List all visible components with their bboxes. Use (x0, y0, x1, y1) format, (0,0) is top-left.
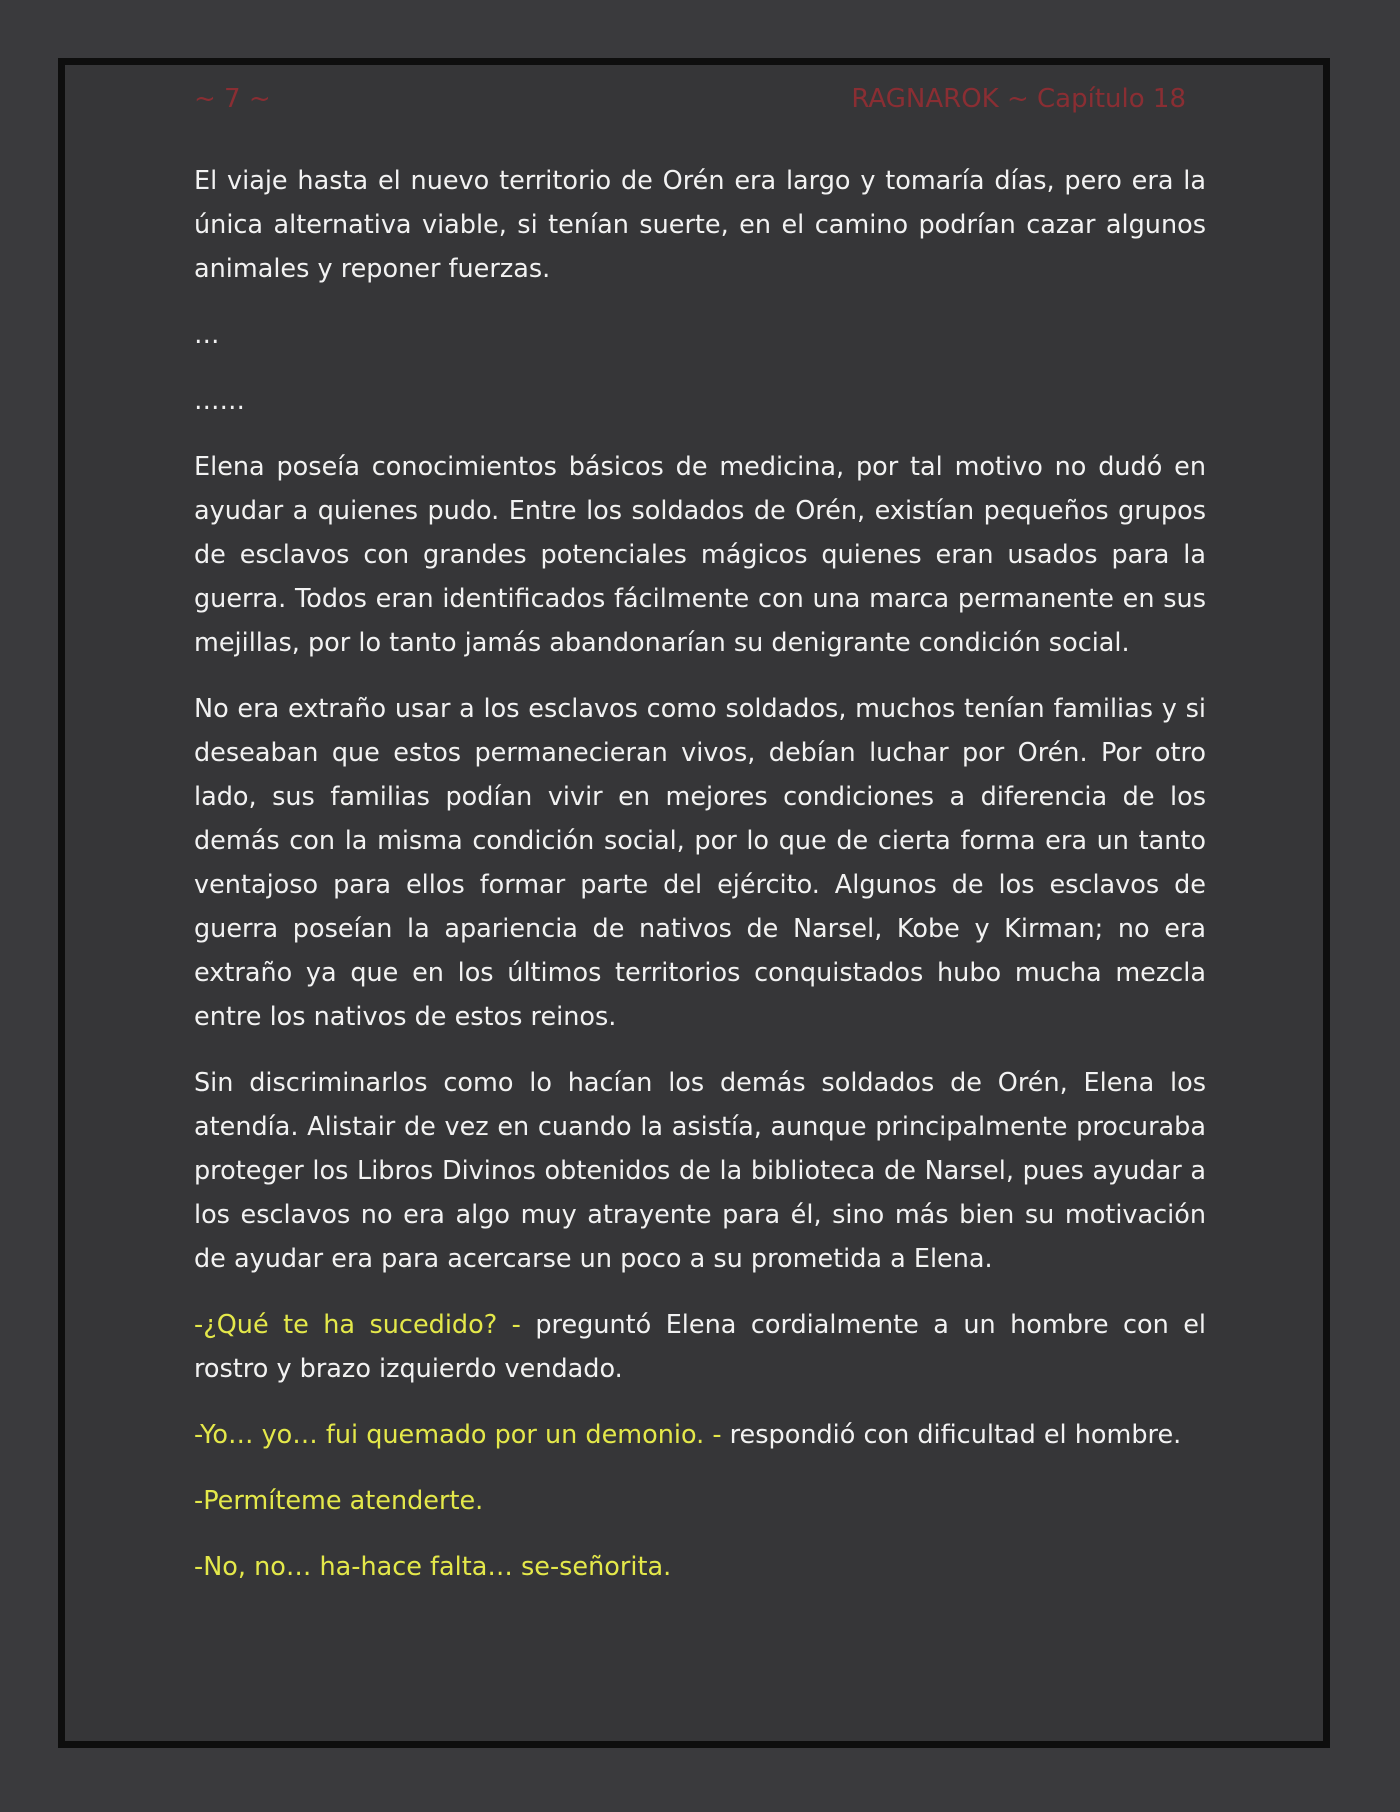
paragraph-3: No era extraño usar a los esclavos como soldados, muchos tenían familias y si deseaban que estos permanecieran vivos, debían luchar por Orén. Por otro lado, sus familias podían vivir en mejores condiciones a diferencia de los demás con la misma condición social, por lo que de cierta forma era un tanto ventajoso para ellos formar parte del ejército. Algunos de los esclavos de guerra poseían la apariencia de nativos de Narsel, Kobe y Kirman; no era extraño ya que en los últimos territorios conquistados hubo mucha mezcla entre los nativos de estos reinos. (194, 694, 1206, 1032)
dialogue-2-speech: -Yo… yo… fui quemado por un demonio. - (194, 1420, 722, 1450)
paragraph-1: El viaje hasta el nuevo territorio de Orén era largo y tomaría días, pero era la única alternativa viable, si tenían suerte, en el camino podrían cazar algunos animales y reponer fuerzas. (194, 166, 1206, 284)
dialogue-4-speech: -No, no… ha-hace falta… se-señorita. (194, 1552, 672, 1582)
dialogue-4 (194, 1545, 1206, 1589)
running-title: RAGNAROK ~ Capítulo 18 (851, 84, 1186, 114)
ellipsis-short: … (194, 320, 220, 350)
dialogue-1 (194, 1303, 1206, 1391)
dialogue-3 (194, 1479, 1206, 1523)
dialogue-3-speech: -Permíteme atenderte. (194, 1486, 484, 1516)
chapter-text (194, 159, 1206, 1611)
dialogue-1-narration: preguntó Elena cordialmente a un hombre con el rostro y brazo izquierdo vendado. (194, 1310, 1206, 1384)
dialogue-2-narration: respondió con dificultad el hombre. (721, 1420, 1182, 1450)
page-header (194, 84, 1186, 124)
paragraph-2: Elena poseía conocimientos básicos de medicina, por tal motivo no dudó en ayudar a quienes pudo. Entre los soldados de Orén, existían pequeños grupos de esclavos con grandes potenciales mágicos quienes eran usados para la guerra. Todos eran identificados fácilmente con una marca permanente en sus mejillas, por lo tanto jamás abandonarían su denigrante condición social. (194, 452, 1206, 658)
dialogue-1-speech: -¿Qué te ha sucedido? - (194, 1310, 521, 1340)
ellipsis-long: …… (194, 386, 245, 416)
paragraph-4: Sin discriminarlos como lo hacían los demás soldados de Orén, Elena los atendía. Alistair de vez en cuando la asistía, aunque principalmente procuraba proteger los Libros Divinos obtenidos de la biblioteca de Narsel, pues ayudar a los esclavos no era algo muy atrayente para él, sino más bien su motivación de ayudar era para acercarse un poco a su prometida a Elena. (194, 1068, 1206, 1274)
dialogue-2 (194, 1413, 1206, 1457)
page-number: ~ 7 ~ (194, 84, 271, 114)
